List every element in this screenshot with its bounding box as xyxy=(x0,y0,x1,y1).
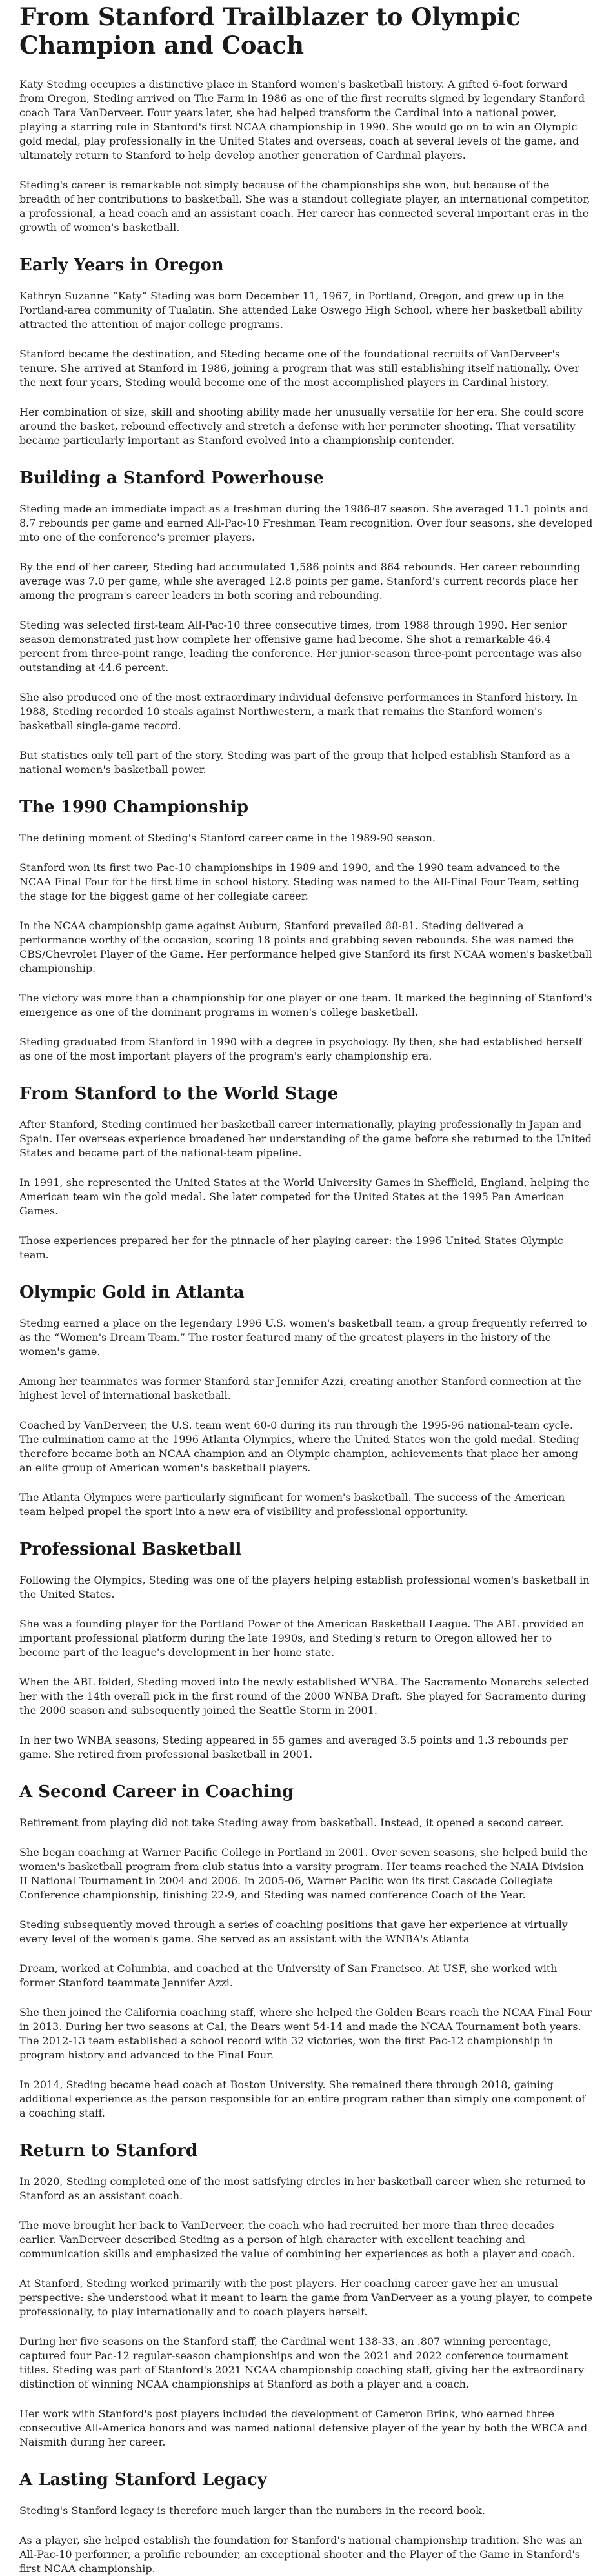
section-paragraph: When the ABL folded, Steding moved into the newly established WNBA. The Sacramento Monarchs selected her with the 14th overall pick in the first round of the 2000 WNBA Draft. She played for Sacramento during the 2000 season and subsequently joined the Seattle Storm in 2001. xyxy=(19,1676,589,1716)
article-title: From Stanford Trailblazer to Olympic Champion and Coach xyxy=(19,3,521,59)
section-paragraph: Stanford became the destination, and Steding became one of the foundational recruits of VanDerveer's tenure. She arrived at Stanford in 1986, joining a program that was still establishing itself nationally. Over the next four years, Steding would become one of the most accomplished players in Cardinal history. xyxy=(19,348,579,388)
section-paragraph: Retirement from playing did not take Steding away from basketball. Instead, it opened a second career. xyxy=(19,1816,564,1829)
article-intro xyxy=(19,77,594,235)
section-paragraph: Steding was selected first-team All-Pac-10 three consecutive times, from 1988 through 1990. Her senior season demonstrated just how complete her offensive game had become. She shot a remarkable 46.4 percent from three-point range, leading the conference. Her junior-season three-point percentage was also outstanding at 44.6 percent. xyxy=(19,619,583,674)
section-paragraph: During her five seasons on the Stanford staff, the Cardinal went 138-33, an .807 winning percentage, captured four Pac-12 regular-season championships and won the 2021 and 2022 conference tournament titles. Steding was part of Stanford's 2021 NCAA championship coaching staff, giving her the extraordinary distinction of winning NCAA championships at Stanford as both a player and a coach. xyxy=(19,2335,585,2390)
section-paragraph: Steding graduated from Stanford in 1990 with a degree in psychology. By then, she had established herself as one of the most important players of the program's early championship era. xyxy=(19,1036,583,1062)
section-paragraph: She was a founding player for the Portland Power of the American Basketball League. The ABL provided an important professional platform during the late 1990s, and Steding's return to Oregon allowed her to become part of the league's development in her home state. xyxy=(19,1618,585,1658)
section-paragraph: She began coaching at Warner Pacific College in Portland in 2001. Over seven seasons, she helped build the women's basketball program from club status into a varsity program. Her teams reached the NAIA Division II National Tournament in 2004 and 2006. In 2005-06, Warner Pacific won its first Cascade Collegiate Conference championship, finishing 22-9, and Steding was named conference Coach of the Year. xyxy=(19,1846,588,1901)
intro-paragraph: Katy Steding occupies a distinctive place in Stanford women's basketball history. A gifted 6-foot forward from Oregon, Steding arrived on The Farm in 1986 as one of the first recruits signed by legendary Stanford coach Tara VanDerveer. Four years later, she had helped transform the Cardinal into a national power, playing a starring role in Stanford's first NCAA championship in 1990. She would go on to win an Olympic gold medal, play professionally in the United States and overseas, coach at several levels of the game, and ultimately return to Stanford to help develop another generation of Cardinal players. xyxy=(19,78,585,161)
section-paragraph: The Atlanta Olympics were particularly significant for women's basketball. The success of the American team helped propel the sport into a new era of visibility and professional opportunity. xyxy=(19,1491,565,1518)
section-building-powerhouse xyxy=(19,467,594,777)
section-paragraph: She also produced one of the most extraordinary individual defensive performances in Stanford history. In 1988, Steding recorded 10 steals against Northwestern, a mark that remains the Stanford women's basketball single-game record. xyxy=(19,691,578,732)
section-paragraph: She then joined the California coaching staff, where she helped the Golden Bears reach the NCAA Final Four in 2013. During her two seasons at Cal, the Bears went 54-14 and made the NCAA Tournament both years. The 2012-13 team established a school record with 32 victories, won the first Pac-12 championship in program history and advanced to the Final Four. xyxy=(19,2006,592,2061)
section-heading: Olympic Gold in Atlanta xyxy=(19,1283,245,1302)
section-paragraph: Those experiences prepared her for the pinnacle of her playing career: the 1996 United States Olympic team. xyxy=(19,1234,563,1261)
section-paragraph: At Stanford, Steding worked primarily with the post players. Her coaching career gave her an unusual perspective: she understood what it meant to learn the game from VanDerveer as a young player, to compete professionally, to play internationally and to coach players herself. xyxy=(19,2277,592,2318)
section-paragraph: Coached by VanDerveer, the U.S. team went 60-0 during its run through the 1995-96 national-team cycle. The culmination came at the 1996 Atlanta Olympics, where the United States won the gold medal. Steding therefore became both an NCAA champion and an Olympic champion, achievements that place her among an elite group of American women's basketball players. xyxy=(19,1419,579,1474)
section-paragraph: Dream, worked at Columbia, and coached at the University of San Francisco. At USF, she worked with former Stanford teammate Jennifer Azzi. xyxy=(19,1962,558,1989)
section-paragraph: Kathryn Suzanne “Katy” Steding was born December 11, 1967, in Portland, Oregon, and grew up in the Portland-area community of Tualatin. She attended Lake Oswego High School, where her basketball ability attracted the attention of major college programs. xyxy=(19,290,583,330)
section-paragraph: Her combination of size, skill and shooting ability made her unusually versatile for her era. She could score around the basket, rebound effectively and stretch a defense with her perimeter shooting. That versatility became particularly important as Stanford evolved into a championship contender. xyxy=(19,406,585,447)
section-paragraph: As a player, she helped establish the foundation for Stanford's national championship tradition. She was an All-Pac-10 performer, a prolific rebounder, an exceptional shooter and the Player of the Game in Stanford's first NCAA championship. xyxy=(19,2534,583,2575)
section-paragraph: Steding's Stanford legacy is therefore much larger than the numbers in the record book. xyxy=(19,2504,485,2517)
section-paragraph: Her work with Stanford's post players included the development of Cameron Brink, who earned three consecutive All-America honors and was named national defensive player of the year by both the WBCA and Naismith during her career. xyxy=(19,2408,588,2448)
section-lasting-legacy xyxy=(19,2469,594,2576)
section-paragraph: Steding made an immediate impact as a freshman during the 1986-87 season. She averaged 11.1 points and 8.7 rebounds per game and earned All-Pac-10 Freshman Team recognition. Over four seasons, she developed into one of the conference's premier players. xyxy=(19,503,593,543)
section-paragraph: The victory was more than a championship for one player or one team. It marked the beginning of Stanford's emergence as one of the dominant programs in women's college basketball. xyxy=(19,992,592,1018)
section-heading: Return to Stanford xyxy=(19,2141,198,2160)
section-paragraph: Stanford won its first two Pac-10 championships in 1989 and 1990, and the 1990 team advanced to the NCAA Final Four for the first time in school history. Steding was named to the All-Final Four Team, setting the stage for the biggest game of her collegiate career. xyxy=(19,861,579,902)
section-coaching-career xyxy=(19,1781,594,2120)
section-paragraph: In the NCAA championship game against Auburn, Stanford prevailed 88-81. Steding delivered a performance worthy of the occasion, scoring 18 points and grabbing seven rebounds. She was named the CBS/Chevrolet Player of the Game. Her performance helped give Stanford its first NCAA women's basketball championship. xyxy=(19,920,592,974)
section-heading: The 1990 Championship xyxy=(19,798,249,817)
section-heading: From Stanford to the World Stage xyxy=(19,1084,339,1103)
section-heading: A Second Career in Coaching xyxy=(19,1782,294,1802)
section-olympic-gold xyxy=(19,1282,594,1519)
section-early-years xyxy=(19,254,594,448)
section-return-to-stanford xyxy=(19,2140,594,2450)
section-paragraph: But statistics only tell part of the story. Steding was part of the group that helped establish Stanford as a national women's basketball power. xyxy=(19,749,570,776)
section-heading: Professional Basketball xyxy=(19,1540,242,1559)
section-paragraph: In 2020, Steding completed one of the most satisfying circles in her basketball career when she returned to Stanford as an assistant coach. xyxy=(19,2175,586,2202)
intro-paragraph: Steding's career is remarkable not simply because of the championships she won, but because of the breadth of her contributions to basketball. She was a standout collegiate player, an international competitor, a professional, a head coach and an assistant coach. Her career has connected several important eras in the growth of women's basketball. xyxy=(19,179,590,234)
section-paragraph: The move brought her back to VanDerveer, the coach who had recruited her more than three decades earlier. VanDerveer described Steding as a person of high character with excellent teaching and communication skills and emphasized the value of combining her experiences as both a player and coach. xyxy=(19,2219,576,2260)
section-paragraph: Steding earned a place on the legendary 1996 U.S. women's basketball team, a group frequently referred to as the “Women's Dream Team.” The roster featured many of the greatest players in the history of the women's game. xyxy=(19,1317,587,1358)
section-heading: A Lasting Stanford Legacy xyxy=(19,2470,267,2490)
section-1990-championship xyxy=(19,796,594,1063)
section-heading: Building a Stanford Powerhouse xyxy=(19,468,324,488)
section-paragraph: Steding subsequently moved through a series of coaching positions that gave her experience at virtually every level of the women's game. She served as an assistant with the WNBA's Atlanta xyxy=(19,1918,568,1945)
section-heading: Early Years in Oregon xyxy=(19,256,224,275)
section-world-stage xyxy=(19,1083,594,1262)
section-paragraph: In her two WNBA seasons, Steding appeared in 55 games and averaged 3.5 points and 1.3 rebounds per game. She retired from professional basketball in 2001. xyxy=(19,1734,568,1760)
section-paragraph: Following the Olympics, Steding was one of the players helping establish professional women's basketball in the United States. xyxy=(19,1574,590,1600)
section-professional-basketball xyxy=(19,1538,594,1762)
section-paragraph: In 2014, Steding became head coach at Boston University. She remained there through 2018, gaining additional experience as the person responsible for an entire program rather than simply one component of a coaching staff. xyxy=(19,2078,586,2119)
section-paragraph: By the end of her career, Steding had accumulated 1,586 points and 864 rebounds. Her career rebounding average was 7.0 per game, while she averaged 12.8 points per game. Stanford's current records place her among the program's career leaders in both scoring and rebounding. xyxy=(19,561,581,601)
section-paragraph: In 1991, she represented the United States at the World University Games in Sheffield, England, helping the American team win the gold medal. She later competed for the United States at the 1995 Pan American Games. xyxy=(19,1176,590,1217)
section-paragraph: Among her teammates was former Stanford star Jennifer Azzi, creating another Stanford connection at the highest level of international basketball. xyxy=(19,1375,581,1402)
section-paragraph: The defining moment of Steding's Stanford career came in the 1989-90 season. xyxy=(19,832,436,844)
section-paragraph: After Stanford, Steding continued her basketball career internationally, playing professionally in Japan and Spain. Her overseas experience broadened her understanding of the game before she returned to the United States and became part of the national-team pipeline. xyxy=(19,1118,592,1159)
